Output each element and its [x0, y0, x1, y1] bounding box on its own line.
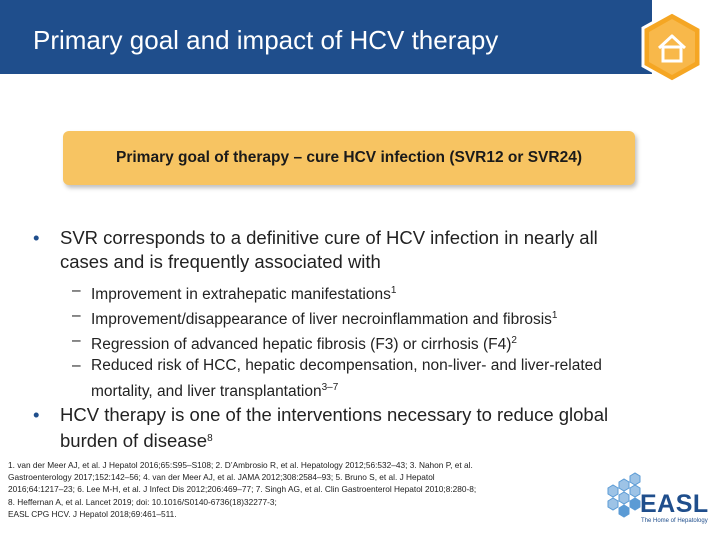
home-button[interactable] — [640, 10, 704, 84]
bullet-text: HCV therapy is one of the interventions necessary to reduce global burden of disease$^8$ — [60, 404, 609, 451]
reference-line: EASL CPG HCV. J Hepatol 2018;69:461–511. — [8, 508, 177, 519]
bullet-dot: • — [33, 227, 40, 248]
slide-title: Primary goal and impact of HCV therapy — [33, 25, 499, 55]
slide-header — [0, 0, 720, 100]
primary-goal-text: Primary goal of therapy – cure HCV infection (SVR12 or SVR24) — [116, 149, 582, 166]
bullet-text: SVR corresponds to a definitive cure of HCV infection in nearly all cases and is frequently associated with — [60, 227, 598, 272]
reference-line: Gastroenterology 2017;152:142–56; 4. van der Meer AJ, et al. JAMA 2012;308:2584–93; 5. Bruno S, et al. J Hepatol — [8, 472, 435, 483]
references — [8, 459, 588, 520]
bullet-dot: • — [33, 404, 40, 425]
reference-line: 2016;64:1217–23; 6. Lee M-H, et al. J Infect Dis 2012;206:469–77; 7. Singh AG, et al. Clin Gastroenterol Hepatol 2010;8:280-8; — [8, 484, 477, 495]
easl-logo-tagline: The Home of Hepatology — [641, 518, 708, 524]
home-icon — [640, 10, 704, 84]
primary-goal-box — [63, 131, 635, 185]
reference-line: 8. Heffernan A, et al. Lancet 2019; doi: 10.1016/S0140-6736(18)32277-3; — [8, 496, 277, 507]
reference-line: 1. van der Meer AJ, et al. J Hepatol 2016;65:S95–S108; 2. D’Ambrosio R, et al. Hepatology 2012;56:532–43; 3. Nahon P, et al. — [8, 460, 473, 470]
easl-logo-text: EASL — [640, 490, 709, 518]
